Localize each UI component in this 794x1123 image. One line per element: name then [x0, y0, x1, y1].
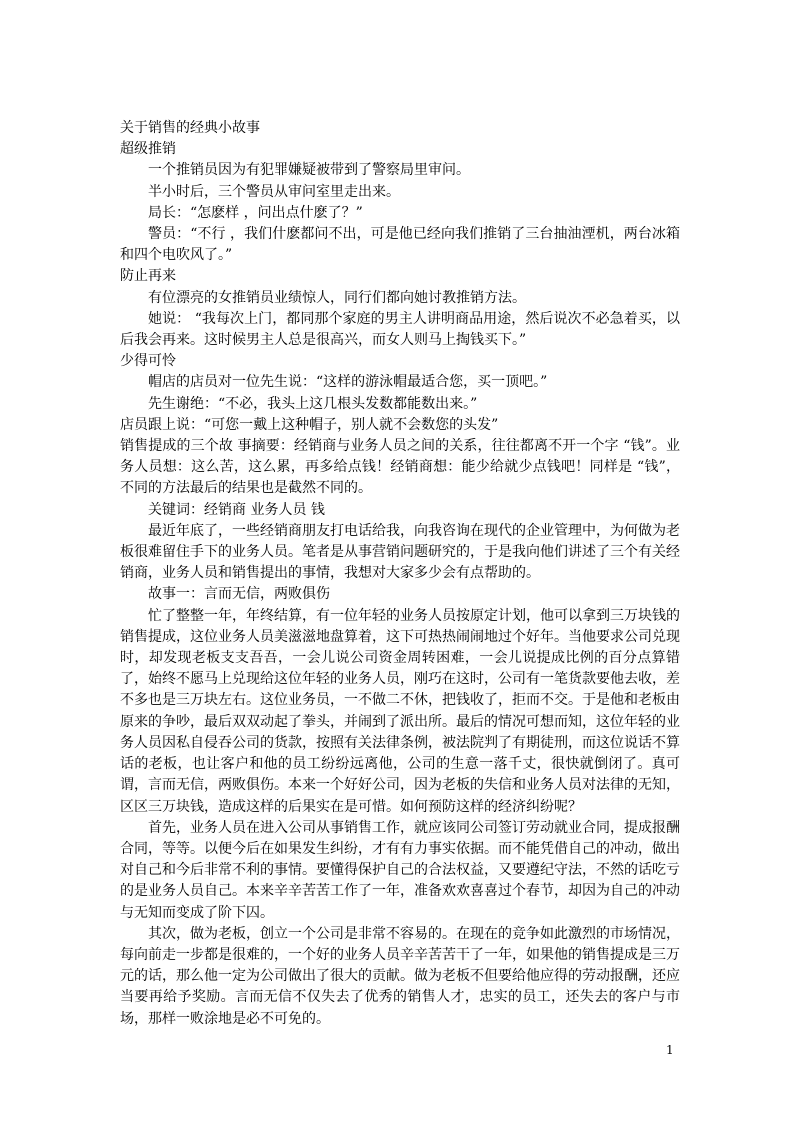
paragraph: 帽店的店员对一位先生说：“这样的游泳帽最适合您，买一顶吧。” [148, 374, 548, 391]
paragraph: 首先，业务人员在进入公司从事销售工作，就应该同公司签订劳动就业合同，提成报酬合同，等等。以便今后在如果发生纠纷，才有有力事实依据。而不能凭借自己的冲动，做出对自己和今后非常不利的事情。要懂得保护自己的合法权益，又要遵纪守法，不然的话吃亏的是业务人员自己。本来辛辛苦苦工作了一年，准备欢欢喜喜过个春节，却因为自己的冲动与无知而变成了阶下囚。 [120, 819, 680, 921]
section-heading: 少得可怜 [120, 353, 176, 370]
paragraph: 店员跟上说：“可您一戴上这种帽子，别人就不会数您的头发” [120, 416, 499, 433]
paragraph: 故事一：言而无信，两败俱伤 [148, 586, 330, 603]
paragraph: 她说： “我每次上门，都同那个家庭的男主人讲明商品用途，然后说次不必急着买，以后我会再来。这时候男主人总是很高兴，而女人则马上掏钱买下。” [120, 310, 680, 349]
paragraph-list [120, 139, 680, 1030]
paragraph: 半小时后，三个警员从审问室里走出来。 [148, 183, 400, 200]
document-body [120, 118, 680, 1030]
paragraph: 局长：“怎麽样 ，问出点什麽了？” [148, 204, 363, 221]
paragraph: 最近年底了，一些经销商朋友打电话给我，向我咨询在现代的企业管理中，为何做为老板很难留住手下的业务人员。笔者是从事营销问题研究的，于是我向他们讲述了三个有关经销商，业务人员和销售提出的事情，我想对大家多少会有点帮助的。 [120, 522, 680, 582]
section-heading: 超级推销 [120, 141, 176, 158]
paragraph: 其次，做为老板，创立一个公司是非常不容易的。在现在的竞争如此激烈的市场情况，每向前走一步都是很难的，一个好的业务人员辛辛苦苦干了一年，如果他的销售提成是三万元的话，那么他一定为公司做出了很大的贡献。做为老板不但要给他应得的劳动报酬，还应当要再给予奖励。言而无信不仅失去了优秀的销售人才，忠实的员工，还失去的客户与市场，那样一败涂地是必不可免的。 [120, 925, 680, 1027]
document-title: 关于销售的经典小故事 [120, 120, 260, 136]
section-heading: 防止再来 [120, 268, 176, 285]
paragraph: 警员：“不行 ，我们什麽都问不出，可是他已经向我们推销了三台抽油湮机，两台冰箱和四个电吹风了。” [120, 226, 680, 264]
paragraph: 一个推销员因为有犯罪嫌疑被带到了警察局里审问。 [148, 162, 470, 179]
paragraph: 销售提成的三个故 事摘要：经销商与业务人员之间的关系，往往都离不开一个字 “钱”。业务人员想：这么苦，这么累，再多给点钱！经销商想：能少给就少点钱吧！同样是 “钱”，不同的方法最后的结果也是截然不同的。 [120, 438, 680, 497]
paragraph: 忙了整整一年，年终结算，有一位年轻的业务人员按原定计划，他可以拿到三万块钱的销售提成，这位业务人员美滋滋地盘算着，这下可热热闹闹地过个好年。当他要求公司兑现时，却发现老板支支吾吾，一会儿说公司资金周转困难，一会儿说提成比例的百分点算错了，始终不愿马上兑现给这位年轻的业务人员，刚巧在这时，公司有一笔货款要他去收，差不多也是三万块左右。这位业务员，一不做二不休，把钱收了，拒而不交。于是他和老板由原来的争吵，最后双双动起了拳头，并闹到了派出所。最后的情况可想而知，这位年轻的业务人员因私自侵吞公司的货款，按照有关法律条例，被法院判了有期徒刑，而这位说话不算话的老板，也让客户和他的员工纷纷远离他，公司的生意一落千丈，很快就倒闭了。真可谓，言而无信，两败俱伤。本来一个好好公司，因为老板的失信和业务人员对法律的无知，区区三万块钱，造成这样的后果实在是可惜。如何预防这样的经济纠纷呢？ [120, 607, 680, 815]
paragraph: 先生谢绝：“不必，我头上这几根头发数都能数出来。” [148, 395, 478, 412]
page-number: 1 [666, 1043, 674, 1057]
paragraph: 关键词：经销商 业务人员 钱 [148, 501, 325, 518]
paragraph: 有位漂亮的女推销员业绩惊人，同行们都向她讨教推销方法。 [148, 289, 526, 306]
